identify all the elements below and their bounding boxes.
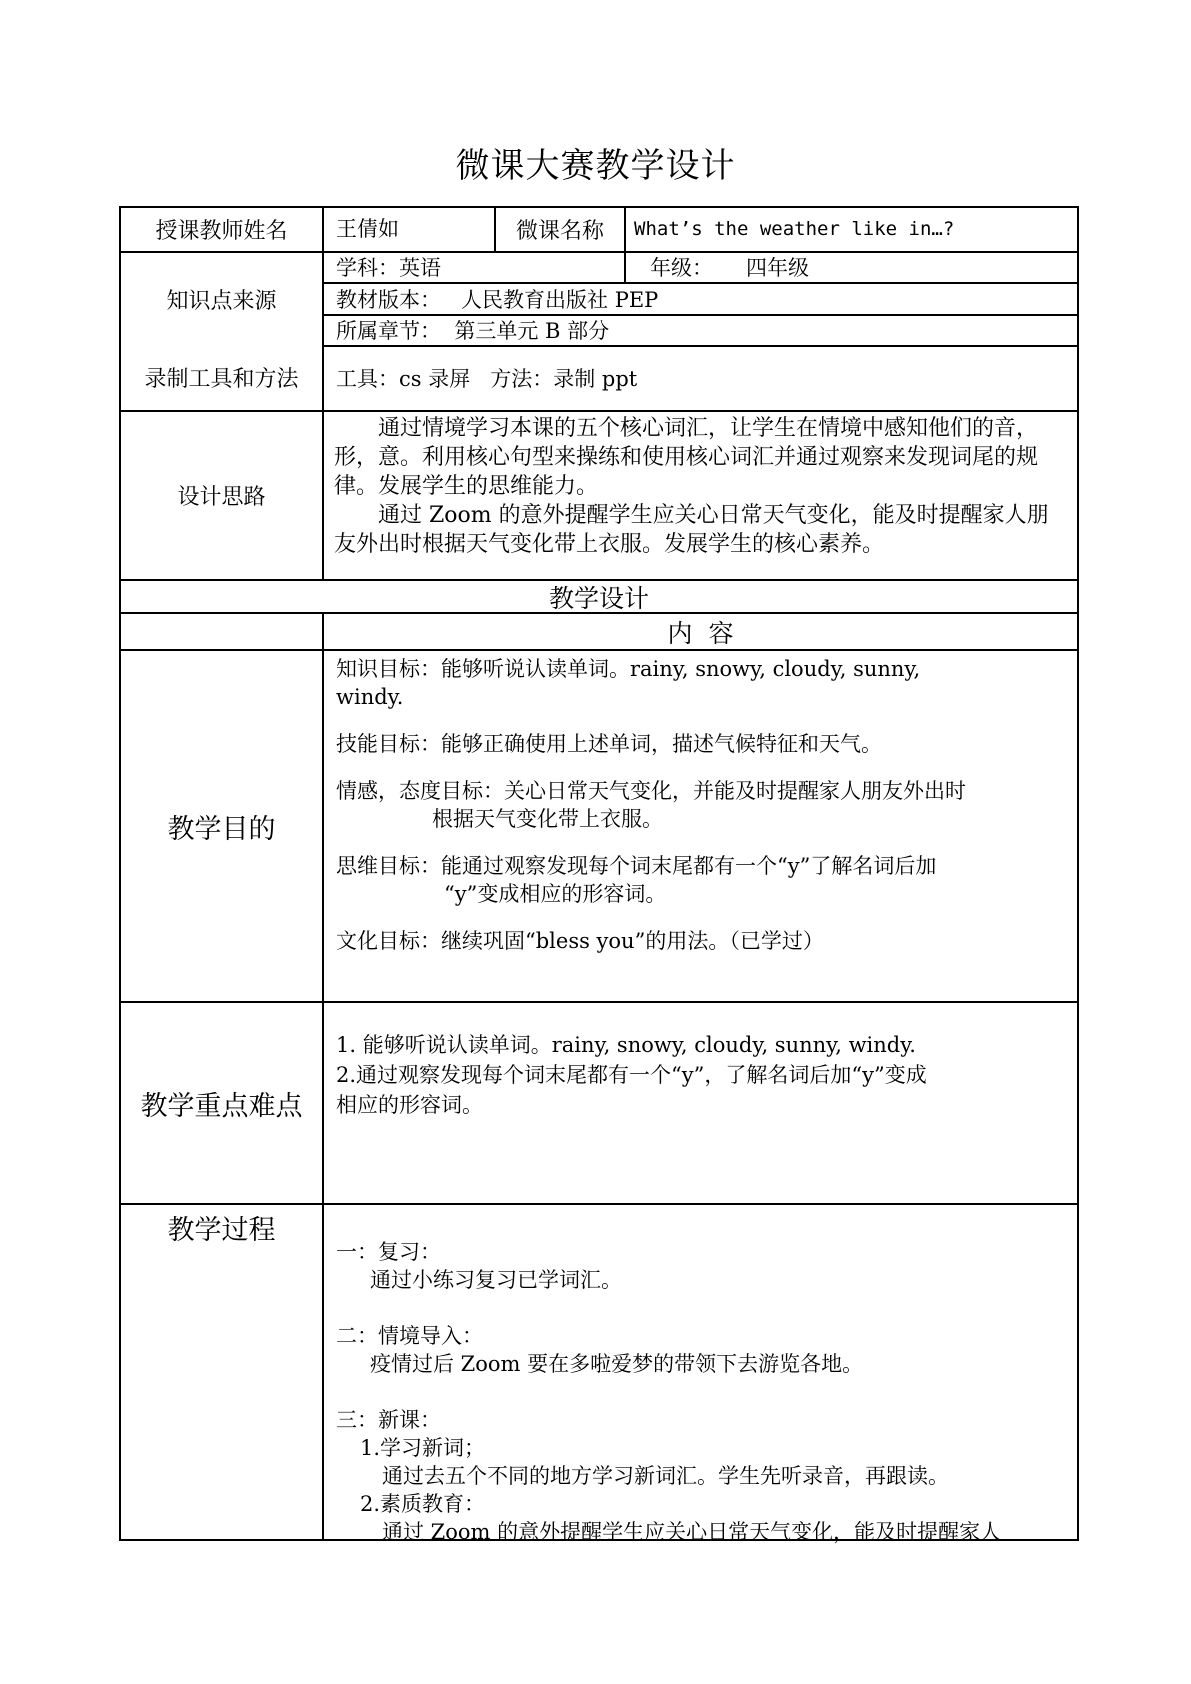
thinking-goal-cont: “y”变成相应的形容词。	[444, 882, 667, 906]
course-name-value: What’s the weather like in…?	[634, 218, 955, 240]
teacher-name-label: 授课教师姓名	[155, 219, 288, 244]
key-points-content	[336, 1030, 1066, 1120]
design-idea-paragraph: 通过情境学习本课的五个核心词汇，让学生在情境中感知他们的音，形，意。利用核心句型来操练和使用核心词汇并通过观察来发现词尾的规律。发展学生的思维能力。	[334, 416, 1039, 499]
key-points-label: 教学重点难点	[140, 1090, 303, 1122]
source-label: 知识点来源	[166, 288, 277, 314]
knowledge-goal: 知识目标：能够听说认读单词。rainy, snowy, cloudy, sunny,	[336, 657, 921, 681]
recording-value: 工具：cs 录屏 方法：录制 ppt	[336, 367, 638, 391]
process-step-1-title: 一：复习：	[336, 1240, 441, 1264]
grade-label: 年级：	[650, 256, 713, 280]
teacher-name-value: 王倩如	[336, 217, 399, 241]
page-title: 微课大赛教学设计	[455, 146, 736, 186]
emotion-goal-cont: 根据天气变化带上衣服。	[432, 807, 663, 831]
subject-value: 学科：英语	[336, 256, 441, 280]
emotion-goal: 情感，态度目标：关心日常天气变化，并能及时提醒家人朋友外出时	[336, 779, 966, 803]
goals-content	[336, 655, 1066, 955]
chapter-value: 所属章节： 第三单元 B 部分	[336, 319, 610, 343]
content-header: 内 容	[667, 618, 734, 648]
process-step-3-sub-2-text: 通过 Zoom 的意外提醒学生应关心日常天气变化，能及时提醒家人	[382, 1520, 1002, 1544]
key-point-2-cont: 相应的形容词。	[336, 1093, 483, 1117]
process-content	[336, 1238, 1066, 1546]
process-step-3-sub-1-text: 通过去五个不同的地方学习新词汇。学生先听录音，再跟读。	[382, 1464, 949, 1488]
process-step-3-title: 三：新课：	[336, 1408, 441, 1432]
course-name-label: 微课名称	[515, 219, 604, 244]
design-idea-paragraph: 通过 Zoom 的意外提醒学生应关心日常天气变化，能及时提醒家人朋友外出时根据天气变化带上衣服。发展学生的核心素养。	[334, 503, 1049, 557]
key-point-1: 1. 能够听说认读单词。rainy, snowy, cloudy, sunny, windy.	[336, 1033, 916, 1057]
process-step-1-text: 通过小练习复习已学词汇。	[370, 1268, 622, 1292]
process-label: 教学过程	[167, 1215, 276, 1246]
process-step-3-sub-1: 1.学习新词；	[360, 1436, 486, 1460]
key-point-2: 2.通过观察发现每个词末尾都有一个“y”，了解名词后加“y”变成	[336, 1063, 927, 1087]
process-step-3-sub-2: 2.素质教育：	[360, 1492, 486, 1516]
skill-goal: 技能目标：能够正确使用上述单词，描述气候特征和天气。	[336, 732, 882, 756]
process-step-2-text: 疫情过后 Zoom 要在多啦爱梦的带领下去游览各地。	[370, 1352, 864, 1376]
process-step-2-title: 二：情境导入：	[336, 1324, 483, 1348]
edition-value: 教材版本： 人民教育出版社 PEP	[336, 288, 659, 312]
culture-goal: 文化目标：继续巩固“bless you”的用法。（已学过）	[336, 929, 824, 953]
grade-value: 四年级	[746, 256, 809, 280]
goals-label: 教学目的	[167, 813, 276, 845]
design-idea-text	[334, 414, 1062, 559]
design-idea-label: 设计思路	[177, 485, 266, 510]
knowledge-goal-cont: windy.	[336, 685, 404, 709]
recording-label: 录制工具和方法	[144, 367, 299, 392]
thinking-goal: 思维目标：能通过观察发现每个词末尾都有一个“y”了解名词后加	[336, 854, 937, 878]
section-header: 教学设计	[548, 583, 649, 613]
